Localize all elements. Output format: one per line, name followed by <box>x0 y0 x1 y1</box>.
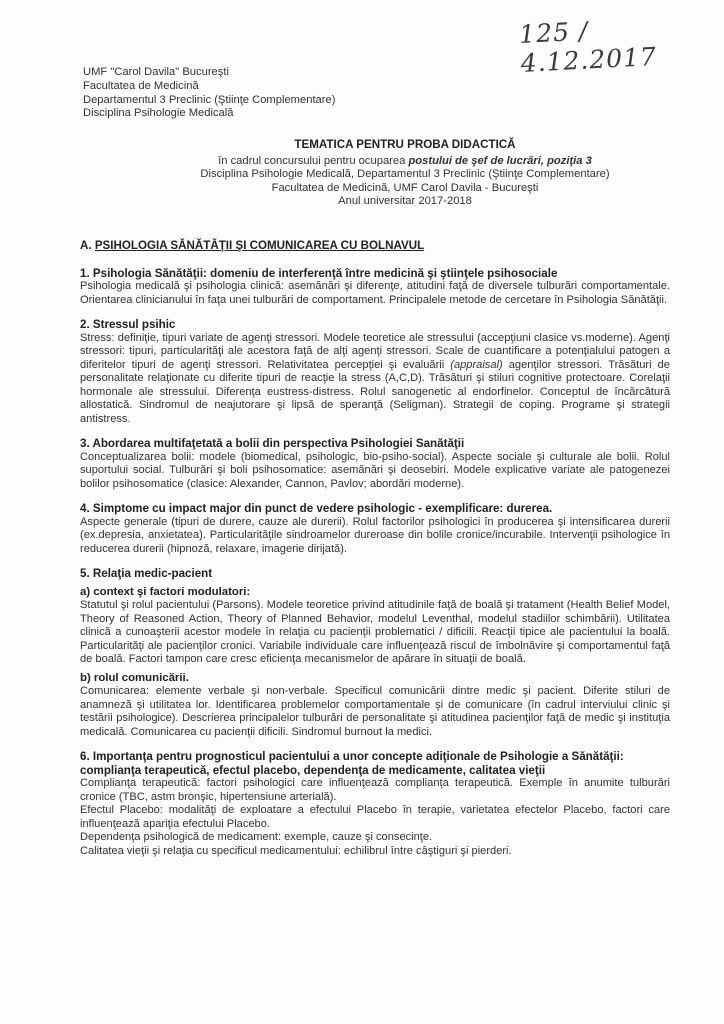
topic-title: 5. Relaţia medic-pacient <box>80 567 213 580</box>
header-line-department: Departamentul 3 Preclinic (Ştiinţe Complementare) <box>83 93 336 106</box>
institution-header <box>83 66 335 121</box>
topic-5 <box>80 567 670 739</box>
subtopic-title: b) rolul comunicării. <box>80 671 189 684</box>
topic-line: Complianţa terapeutică: factori psihologici care influenţează complianţa terapeutică. Exemple în anumite tulburări cronice (TBC, astm bronşic, hipertensiune arterială). <box>80 777 670 803</box>
topic-text: Aspecte generale (tipuri de durere, cauze ale durerii). Rolul factorilor psihologici în producerea şi intensificarea durerii (ex.depresia, anxietatea). Particularităţile sindroamelor dureroase din bolile cronice/incurabile. Intervenţii psihologice în reducerea durerii (hipnoză, relaxare, imagerie dirijată). <box>80 515 670 555</box>
section-prefix: A. <box>80 239 95 252</box>
topic-3 <box>80 437 670 491</box>
topic-1 <box>80 267 670 308</box>
section-title: PSIHOLOGIA SĂNĂTĂŢII ŞI COMUNICAREA CU BOLNAVUL <box>94 239 425 252</box>
subtopic-text: Statutul şi rolul pacientului (Parsons). Modele teoretice privind atitudinile faţă de boală şi tratament (Health Belief Model, Theory of Reasoned Action, Theory of Planned Behavior, modelul Leventhal, modelul stadiilor schimbării). Utilitatea clinică a cunoaşterii acestor modele în relaţia cu pacienţii problematici / dificili. Reacţii tipice ale pacientului la boală. Particularităţi ale pacienţilor cronici. Variabile individuale care influenţează riscul de îmbolnăvire şi comportamentul faţă de boală. Factori tampon care cresc eficienţa mecanismelor de apărare în situaţii de boală. <box>80 599 670 665</box>
topic-text-part: agenţilor stressori. Trăsături de personalitate relaţionate cu diferite tipuri de reacţie la stress (A,C,D). Trăsături şi stiluri cognitive protectoare. Corelaţii hormonale ale stressului. Diferenţa eustress-distress. Rolul sanogenetic al endorfinelor. Conceptul de încărcătură allostatică. Sindromul de neajutorare şi lipsă de speranţă (Seligman). Strategii de coping. Programe şi strategii antistress. <box>80 358 670 425</box>
topic-text: Psihologia medicală şi psihologia clinică: asemănări şi diferenţe, atitudini faţă de diversele tulburări comportamentale. Orientarea clinicianului în faţa unei tulburări de comportament. Principalele metode de cercetare în Psihologia Sănătăţii. <box>80 280 670 306</box>
subtitle-line-year: Anul universitar 2017-2018 <box>338 195 472 208</box>
topic-line: Efectul Placebo: modalităţi de exploatare a efectului Placebo în terapie, varietatea efectelor Placebo, factori care influenţează apariţia efectului Placebo. <box>80 804 670 830</box>
topic-line: Dependenţa psihologică de medicament: exemple, cauze şi consecinţe. <box>80 831 433 843</box>
header-line-discipline: Disciplina Psihologie Medicală <box>83 107 234 120</box>
topic-title: 1. Psihologia Sănătăţii: domeniu de interferenţă între medicină şi ştiinţele psihosociale <box>80 266 558 280</box>
topic-4 <box>80 502 670 556</box>
subtitle-prefix: în cadrul concursului pentru ocuparea <box>218 154 409 167</box>
title-block <box>80 138 724 209</box>
topic-text-part: Stress: definiţie, tipuri variate de agenţi stressori. Modele teoretice ale stressului (accepţiuni clasice vs.moderne). Agenţi stressori: tipuri, particularităţi ale acestora faţă de alţi agenţi stressori. Scale de cuantificare a potenţialului patogen a diferitelor tipuri de agenţi stressori. Relativitatea percepţiei şi evaluării <box>80 331 670 371</box>
topic-title: 4. Simptome cu impact major din punct de vedere psihologic - exemplificare: durerea. <box>80 502 553 515</box>
topic-2 <box>80 318 670 426</box>
header-line-university: UMF "Carol Davila" Bucureşti <box>83 66 229 78</box>
header-line-faculty: Facultatea de Medicină <box>83 79 199 92</box>
topic-text: Conceptualizarea bolii: modele (biomedical, psihologic, bio-psiho-social). Aspecte sociale şi culturale ale bolii. Rolul suportului social. Tulburări şi boli psihosomatice: asemănări şi deosebiri. Modele explicative variate ale patogenezei bolilor psihosomatice (clasice: Alexander, Cannon, Pavlov; abordări moderne). <box>80 450 670 490</box>
topic-title: 6. Importanţa pentru prognosticul pacientului a unor concepte adiţionale de Psihologie a Sănătăţii: complianţa terapeutică, efectul placebo, dependenţa de medicamente, calitatea vieţii <box>80 750 624 777</box>
handwritten-registration-note: 125 / 4.12.2017 <box>518 16 658 78</box>
subtitle-line-discipline: Disciplina Psihologie Medicală, Departamentul 3 Preclinic (Ştiinţe Complementare) <box>200 168 610 181</box>
topic-6 <box>80 750 670 858</box>
topic-title: 2. Stressul psihic <box>80 318 176 331</box>
topic-text-italic: (appraisal) <box>450 358 503 371</box>
subtopic-title: a) context şi factori modulatori: <box>80 585 251 598</box>
subtopic-text: Comunicarea: elemente verbale şi non-verbale. Specificul comunicării dintre medic şi pacient. Diferite stiluri de anamneză şi utilitatea lor. Identificarea problemelor comportamentale şi de comunicare (în cadrul interviului clinic şi testării psihologice). Descrierea principalelor tulburări de personalitate şi atitudinea pacienţilor faţă de medic şi instituţia medicală. Comunicarea cu pacienţii dificili. Sindromul burnout la medici. <box>80 685 670 738</box>
document-body <box>80 239 670 869</box>
section-heading <box>80 239 670 253</box>
topic-line: Calitatea vieţii şi relaţia cu specificul medicamentului: echilibrul între câştiguri şi pierderi. <box>80 844 512 857</box>
subtitle-line-1 <box>80 155 724 169</box>
subtitle-line-faculty: Facultatea de Medicină, UMF Carol Davila - Bucureşti <box>271 181 539 194</box>
document-title: TEMATICA PENTRU PROBA DIDACTICĂ <box>294 138 516 151</box>
topic-text <box>80 332 670 427</box>
topic-title: 3. Abordarea multifaţetată a bolii din perspectiva Psihologiei Sanătăţii <box>80 437 465 450</box>
position-emphasis: postului de şef de lucrări, poziţia 3 <box>408 154 592 167</box>
